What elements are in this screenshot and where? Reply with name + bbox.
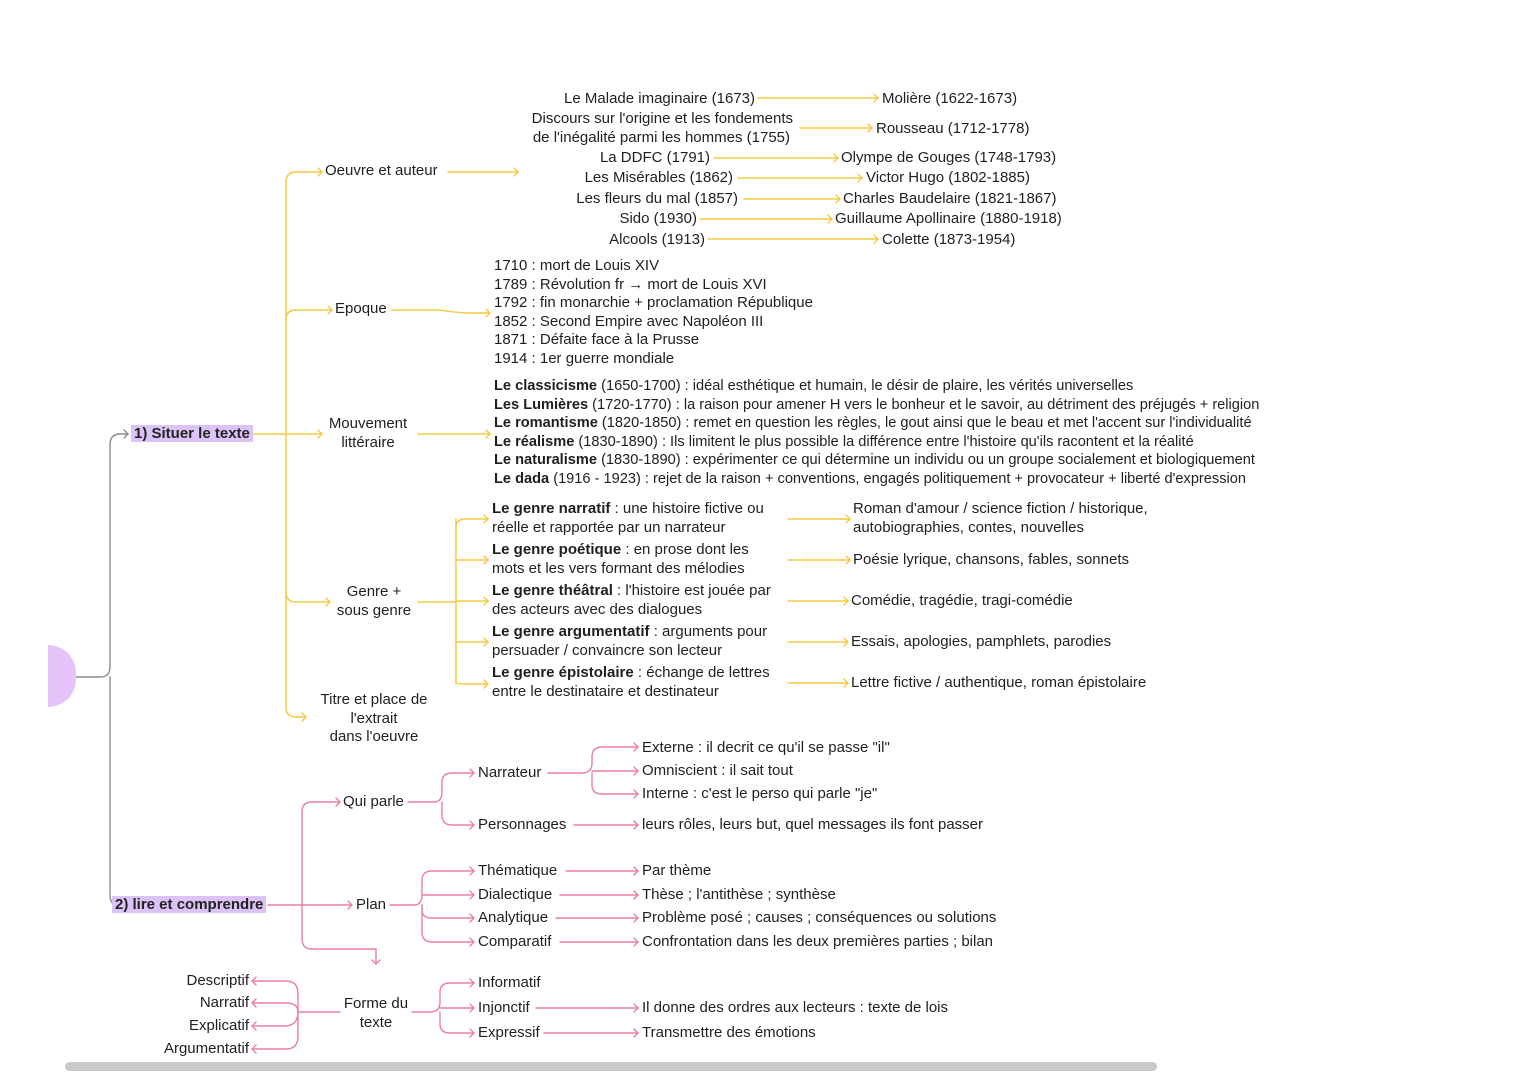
date-item: 1792 : fin monarchie + proclamation République (494, 294, 813, 312)
genre-item[interactable] (492, 500, 764, 537)
movement-item (494, 377, 1259, 396)
narrateur-type[interactable]: Interne : c'est le perso qui parle "je" (642, 785, 878, 802)
forme-label-line1: Forme du (343, 995, 409, 1012)
genre-item[interactable] (492, 623, 767, 660)
genre-item[interactable] (492, 582, 771, 619)
genre-name: Le genre narratif (492, 500, 611, 517)
section-1-label: 1) Situer le texte (131, 425, 253, 442)
branch-epoque[interactable]: Epoque (335, 300, 387, 317)
subgenre-line2: autobiographies, contes, nouvelles (853, 518, 1084, 536)
movement-desc: (1650-1700) : idéal esthétique et humain, le désir de plaire, les vérités universelles (597, 378, 1134, 394)
genre-desc-line2: persuader / convaincre son lecteur (492, 641, 723, 659)
titre-label-line2: l'extrait (350, 709, 398, 727)
work-item[interactable]: Discours sur l'origine et les fondements (531, 110, 793, 127)
work-item[interactable]: La DDFC (1791) (599, 149, 710, 166)
movement-name: Les Lumières (494, 396, 589, 413)
subgenre-item[interactable] (853, 500, 1148, 537)
plan-type[interactable]: Comparatif (478, 933, 552, 950)
titre-label-line3: dans l'oeuvre (329, 728, 419, 745)
movement-name: Le réalisme (494, 433, 575, 450)
plan-type[interactable]: Thématique (478, 862, 558, 879)
subgenre-item[interactable]: Essais, apologies, pamphlets, parodies (851, 633, 1112, 650)
genre-desc: : échange de lettres (633, 664, 770, 681)
epoque-dates[interactable] (494, 257, 813, 369)
genre-item[interactable] (492, 541, 749, 578)
movement-desc: (1916 - 1923) : rejet de la raison + conventions, engagés politiquement + provocateur + liberté d'expression (549, 470, 1246, 487)
section2-connectors (252, 743, 638, 1053)
root-connectors (76, 430, 128, 909)
forme-left-item[interactable]: Descriptif (186, 972, 249, 989)
plan-type[interactable]: Dialectique (478, 886, 553, 903)
branch-oeuvre-auteur[interactable]: Oeuvre et auteur (325, 162, 438, 179)
genre-desc-line2: des acteurs avec des dialogues (492, 600, 703, 618)
section-1-node[interactable] (131, 425, 253, 444)
forme-right-item[interactable]: Informatif (478, 974, 541, 991)
subgenre-item[interactable]: Poésie lyrique, chansons, fables, sonnets (853, 551, 1129, 568)
genre-name: Le genre épistolaire (492, 664, 634, 681)
work-item[interactable]: Sido (1930) (619, 210, 697, 227)
genre-label-line1: Genre + (346, 583, 402, 600)
genre-desc-line2: réelle et rapportée par un narrateur (492, 518, 726, 536)
movements-list[interactable] (494, 377, 1259, 489)
date-item: 1852 : Second Empire avec Napoléon III (494, 312, 764, 330)
work-item[interactable]: Alcools (1913) (609, 231, 705, 248)
forme-right-item[interactable]: Injonctif (478, 999, 530, 1016)
forme-left-item[interactable]: Explicatif (188, 1017, 249, 1034)
plan-desc[interactable]: Thèse ; l'antithèse ; synthèse (642, 886, 836, 903)
genre-desc: : arguments pour (649, 623, 768, 640)
date-item: 1871 : Défaite face à la Prusse (494, 331, 700, 349)
movement-item (494, 470, 1259, 489)
personnages-desc[interactable]: leurs rôles, leurs but, quel messages ils font passer (642, 816, 983, 833)
branch-forme-texte[interactable] (338, 995, 414, 1032)
date-item: 1789 : Révolution fr → mort de Louis XVI (494, 275, 767, 293)
horizontal-scrollbar[interactable] (65, 1062, 1157, 1071)
movement-desc: (1830-1890) : Ils limitent le plus possible la différence entre l'histoire qu'ils racontent et la réalité (574, 433, 1194, 450)
genre-line (492, 623, 767, 642)
root-node-tab[interactable] (48, 645, 76, 707)
date-item: 1710 : mort de Louis XIV (494, 257, 660, 274)
genre-name: Le genre théâtral (492, 582, 613, 599)
forme-right-item[interactable]: Expressif (478, 1024, 540, 1041)
section-2-node[interactable] (112, 896, 266, 915)
plan-desc[interactable]: Confrontation dans les deux premières parties ; bilan (642, 933, 994, 950)
work-item[interactable]: de l'inégalité parmi les hommes (1755) (532, 129, 790, 146)
movement-item (494, 433, 1259, 452)
expressif-desc[interactable]: Transmettre des émotions (642, 1024, 816, 1041)
forme-left-item[interactable]: Narratif (199, 994, 249, 1011)
author-item[interactable]: Rousseau (1712-1778) (876, 120, 1030, 137)
genre-desc: : en prose dont les (621, 541, 749, 558)
node-narrateur[interactable]: Narrateur (478, 764, 542, 781)
movement-item (494, 451, 1259, 470)
author-item[interactable]: Victor Hugo (1802-1885) (866, 169, 1030, 186)
movement-name: Le romantisme (494, 415, 598, 432)
work-item[interactable]: Les fleurs du mal (1857) (576, 190, 738, 207)
genre-name: Le genre poétique (492, 541, 622, 558)
forme-label-line2: texte (359, 1013, 393, 1031)
branch-qui-parle[interactable]: Qui parle (343, 793, 404, 810)
subgenre-line1: Roman d'amour / science fiction / historique, (853, 500, 1148, 517)
movement-desc: (1830-1890) : expérimenter ce qui détermine un individu ou un groupe socialement et biologiquement (597, 452, 1255, 469)
plan-desc[interactable]: Problème posé ; causes ; conséquences ou solutions (642, 909, 997, 926)
node-personnages[interactable]: Personnages (478, 816, 567, 833)
branch-mouvement-litteraire[interactable] (318, 415, 418, 452)
movement-desc: (1720-1770) : la raison pour amener H vers le bonheur et le savoir, au détriment des préjugés + religion (588, 396, 1260, 413)
narrateur-type[interactable]: Externe : il decrit ce qu'il se passe "il" (642, 739, 890, 756)
genre-line (492, 582, 771, 601)
subgenre-item[interactable]: Comédie, tragédie, tragi-comédie (851, 592, 1073, 609)
mouvement-label-line2: littéraire (341, 433, 395, 451)
mouvement-label-line1: Mouvement (328, 415, 408, 432)
genre-line (492, 500, 764, 519)
genre-label-line2: sous genre (336, 601, 412, 619)
genre-desc: : l'histoire est jouée par (612, 582, 771, 599)
genre-line (492, 664, 770, 683)
movement-desc: (1820-1850) : remet en question les règles, le gout ainsi que le beau et met l'accent sur l'individualité (597, 415, 1252, 432)
genre-desc-line2: mots et les vers formant des mélodies (492, 559, 745, 577)
movement-item (494, 414, 1259, 433)
movement-name: Le naturalisme (494, 452, 598, 469)
genre-item[interactable] (492, 664, 770, 701)
genre-desc-line2: entre le destinataire et destinateur (492, 682, 719, 700)
genre-name: Le genre argumentatif (492, 623, 650, 640)
work-item[interactable]: Le Malade imaginaire (1673) (564, 90, 755, 107)
genre-desc: : une histoire fictive ou (610, 500, 764, 517)
plan-desc[interactable]: Par thème (642, 862, 712, 879)
date-item: 1914 : 1er guerre mondiale (494, 349, 675, 367)
branch-plan[interactable]: Plan (356, 896, 387, 913)
author-item[interactable]: Olympe de Gouges (1748-1793) (841, 149, 1057, 166)
narrateur-type[interactable]: Omniscient : il sait tout (642, 762, 793, 779)
movement-item (494, 396, 1259, 415)
injonctif-desc[interactable]: Il donne des ordres aux lecteurs : texte de lois (642, 999, 949, 1016)
subgenre-item[interactable]: Lettre fictive / authentique, roman épistolaire (851, 674, 1147, 691)
movement-name: Le dada (494, 470, 550, 487)
genre-line (492, 541, 749, 560)
author-item[interactable]: Molière (1622-1673) (882, 90, 1018, 107)
author-item[interactable]: Guillaume Apollinaire (1880-1918) (835, 210, 1062, 227)
section-2-label: 2) lire et comprendre (112, 896, 266, 913)
movement-name: Le classicisme (494, 378, 598, 394)
author-item[interactable]: Charles Baudelaire (1821-1867) (843, 190, 1057, 207)
work-item[interactable]: Les Misérables (1862) (584, 169, 733, 186)
forme-left-item[interactable]: Argumentatif (163, 1040, 249, 1057)
plan-type[interactable]: Analytique (478, 909, 549, 926)
titre-label-line1: Titre et place de (320, 691, 428, 708)
author-item[interactable]: Colette (1873-1954) (882, 231, 1016, 248)
branch-genre[interactable] (330, 583, 418, 620)
branch-titre-place[interactable] (310, 691, 438, 747)
